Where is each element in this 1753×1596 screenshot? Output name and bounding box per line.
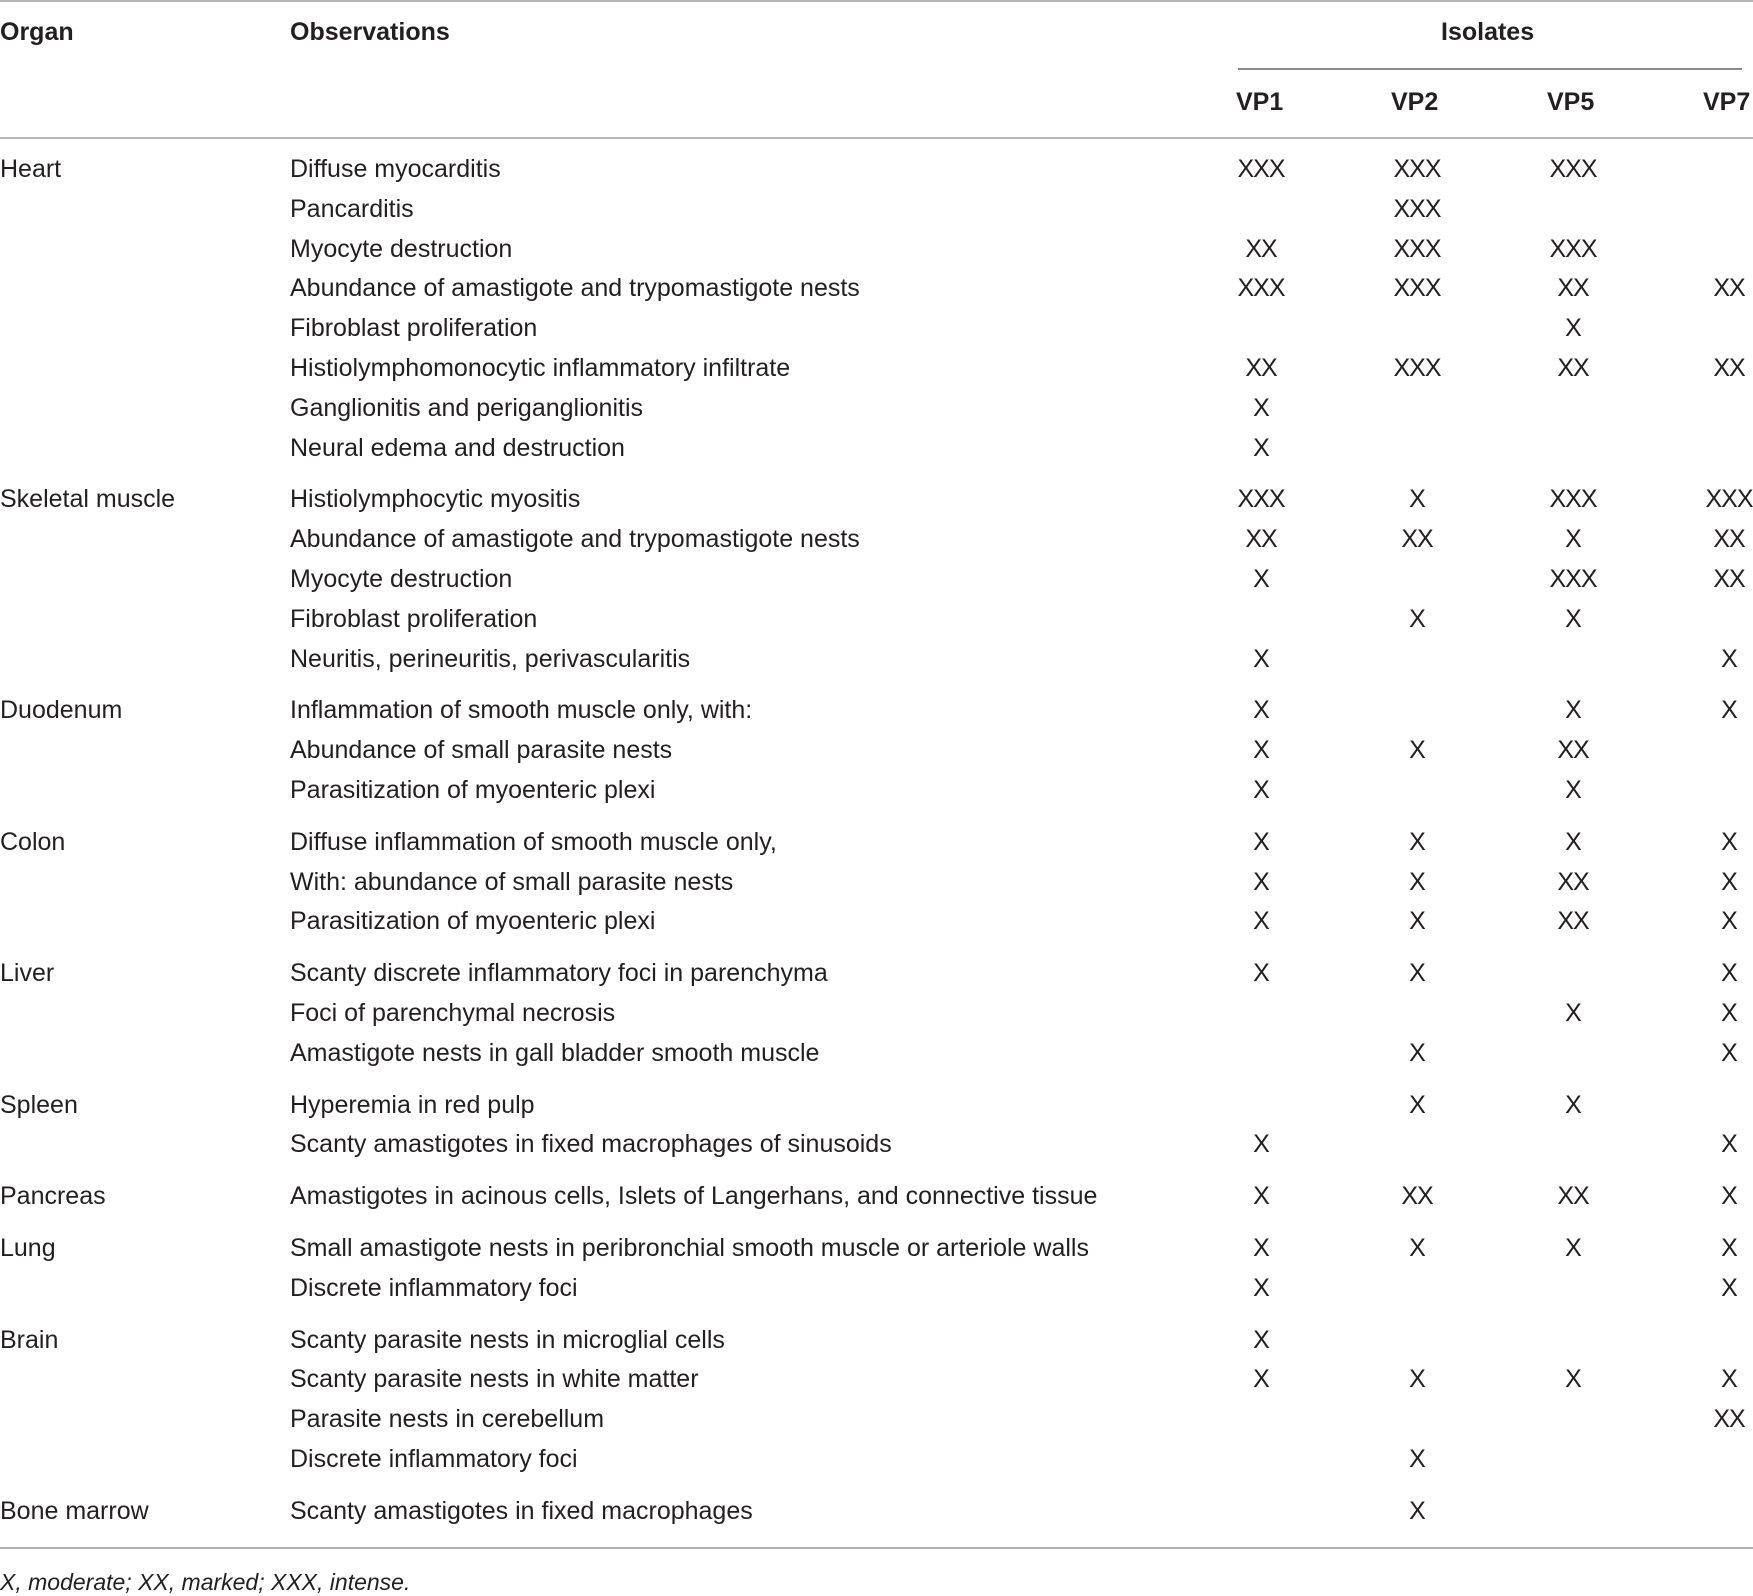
observations-column-header: Observations [290,18,450,46]
score-cell-vp5: XX [1557,274,1589,303]
score-cell-vp5: X [1565,696,1581,725]
observation-label: Neuritis, perineuritis, perivascularitis [290,644,691,673]
score-cell-vp2: X [1409,604,1425,633]
isolate-header-vp2: VP2 [1391,88,1439,116]
observation-label: Scanty amastigotes in fixed macrophages [290,1496,753,1525]
score-cell-vp1: XX [1245,234,1277,263]
score-cell-vp2: X [1409,1445,1425,1473]
observation-label: Diffuse inflammation of smooth muscle only, [290,827,777,856]
observation-label: Parasitization of myoenteric plexi [290,907,656,936]
score-cell-vp7: X [1721,959,1737,988]
observation-label: Abundance of small parasite nests [290,736,673,765]
score-cell-vp1: X [1253,1273,1269,1302]
score-cell-vp2: X [1409,1496,1425,1525]
score-cell-vp2: X [1409,1365,1425,1394]
score-cell-vp2: X [1409,1038,1425,1067]
header-bottom-rule [0,137,1753,139]
score-cell-vp5: X [1565,525,1581,554]
score-cell-vp7: X [1721,1365,1737,1394]
observation-label: Parasitization of myoenteric plexi [290,776,656,804]
score-cell-vp7: X [1721,999,1737,1027]
score-cell-vp2: X [1409,485,1425,514]
score-cell-vp5: X [1565,1234,1581,1262]
score-cell-vp7: X [1721,696,1737,725]
score-cell-vp7: X [1721,644,1737,673]
organ-label: Brain [0,1325,59,1354]
observation-label: Scanty amastigotes in fixed macrophages of sinusoids [290,1130,892,1159]
observation-label: Parasite nests in cerebellum [290,1405,605,1434]
isolates-group-rule [1238,68,1742,70]
score-cell-vp1: X [1253,736,1269,765]
organ-column-header: Organ [0,18,74,46]
score-cell-vp1: X [1253,867,1269,896]
score-cell-vp2: XXX [1393,354,1441,382]
observation-label: Inflammation of smooth muscle only, with: [290,696,753,725]
score-cell-vp7: X [1721,827,1737,856]
score-cell-vp5: XXX [1549,485,1597,514]
score-cell-vp7: XX [1713,565,1745,593]
bottom-rule [0,1547,1753,1549]
observation-label: Myocyte destruction [290,234,513,263]
score-cell-vp5: X [1565,1090,1581,1119]
observation-label: Abundance of amastigote and trypomastigote nests [290,525,860,554]
score-cell-vp7: X [1721,1038,1737,1067]
score-cell-vp5: XXX [1549,234,1597,263]
score-cell-vp5: X [1565,776,1581,804]
observation-label: Hyperemia in red pulp [290,1090,535,1119]
score-cell-vp5: X [1565,999,1581,1027]
observation-label: Scanty parasite nests in microglial cells [290,1325,725,1354]
score-cell-vp7: XX [1713,525,1745,554]
score-cell-vp2: XXX [1393,274,1441,303]
score-cell-vp7: XXX [1705,485,1753,514]
score-cell-vp5: X [1565,827,1581,856]
score-cell-vp2: XXX [1393,155,1441,183]
score-cell-vp1: X [1253,1325,1269,1354]
organ-label: Spleen [0,1090,78,1119]
score-cell-vp5: XX [1557,354,1589,382]
organ-label: Pancreas [0,1182,106,1211]
observation-label: Scanty discrete inflammatory foci in parenchyma [290,959,828,988]
score-cell-vp1: X [1253,433,1269,462]
score-cell-vp5: XX [1557,1182,1589,1211]
score-cell-vp2: XXX [1393,194,1441,223]
score-cell-vp5: X [1565,314,1581,343]
score-cell-vp2: X [1409,1234,1425,1262]
observation-label: Abundance of amastigote and trypomastigote nests [290,274,860,303]
observation-label: Pancarditis [290,194,414,223]
score-cell-vp2: X [1409,736,1425,765]
score-cell-vp1: X [1253,1365,1269,1394]
observation-label: Ganglionitis and periganglionitis [290,393,644,422]
observation-label: Discrete inflammatory foci [290,1445,578,1473]
score-cell-vp2: X [1409,867,1425,896]
score-cell-vp2: XX [1401,1182,1433,1211]
score-cell-vp1: X [1253,565,1269,593]
score-cell-vp5: X [1565,1365,1581,1394]
observation-label: Neural edema and destruction [290,433,625,462]
score-cell-vp7: X [1721,1182,1737,1211]
score-cell-vp5: X [1565,604,1581,633]
observation-label: Small amastigote nests in peribronchial smooth muscle or arteriole walls [290,1234,1089,1262]
score-cell-vp7: XX [1713,274,1745,303]
observation-label: Fibroblast proliferation [290,314,538,343]
score-cell-vp7: XX [1713,354,1745,382]
organ-label: Lung [0,1234,56,1262]
score-cell-vp1: XXX [1237,155,1285,183]
organ-label: Heart [0,155,62,183]
observation-label: Histiolymphocytic myositis [290,485,581,514]
score-cell-vp1: X [1253,644,1269,673]
organ-label: Skeletal muscle [0,485,176,514]
observation-label: Amastigote nests in gall bladder smooth muscle [290,1038,820,1067]
score-cell-vp1: X [1253,696,1269,725]
isolates-group-header: Isolates [1441,18,1535,46]
score-cell-vp1: XX [1245,525,1277,554]
score-cell-vp2: XX [1401,525,1433,554]
organ-label: Bone marrow [0,1496,149,1525]
score-cell-vp7: X [1721,867,1737,896]
score-cell-vp5: XX [1557,867,1589,896]
observation-label: Amastigotes in acinous cells, Islets of Langerhans, and connective tissue [290,1182,1098,1211]
score-cell-vp1: X [1253,959,1269,988]
top-rule [0,0,1753,2]
score-cell-vp1: XX [1245,354,1277,382]
observation-label: With: abundance of small parasite nests [290,867,734,896]
score-cell-vp5: XX [1557,907,1589,936]
organ-label: Colon [0,827,66,856]
table-footnote: X, moderate; XX, marked; XXX, intense. [0,1569,411,1595]
score-cell-vp7: XX [1713,1405,1745,1434]
observation-label: Myocyte destruction [290,565,513,593]
score-cell-vp2: X [1409,959,1425,988]
isolate-header-vp7: VP7 [1703,88,1751,116]
score-cell-vp1: X [1253,827,1269,856]
isolate-header-vp5: VP5 [1547,88,1595,116]
score-cell-vp1: X [1253,907,1269,936]
observation-label: Fibroblast proliferation [290,604,538,633]
score-cell-vp1: X [1253,393,1269,422]
score-cell-vp2: X [1409,907,1425,936]
score-cell-vp2: X [1409,827,1425,856]
observation-label: Foci of parenchymal necrosis [290,999,616,1027]
score-cell-vp7: X [1721,907,1737,936]
observation-label: Discrete inflammatory foci [290,1273,578,1302]
score-cell-vp2: X [1409,1090,1425,1119]
observation-label: Histiolymphomonocytic inflammatory infiltrate [290,354,791,382]
score-cell-vp7: X [1721,1273,1737,1302]
organ-label: Duodenum [0,696,123,725]
score-cell-vp1: X [1253,1182,1269,1211]
score-cell-vp5: XX [1557,736,1589,765]
observation-label: Scanty parasite nests in white matter [290,1365,699,1394]
score-cell-vp5: XXX [1549,155,1597,183]
score-cell-vp5: XXX [1549,565,1597,593]
score-cell-vp2: XXX [1393,234,1441,263]
observation-label: Diffuse myocarditis [290,155,501,183]
score-cell-vp1: X [1253,1130,1269,1159]
score-cell-vp1: X [1253,776,1269,804]
score-cell-vp1: XXX [1237,485,1285,514]
score-cell-vp7: X [1721,1234,1737,1262]
isolate-header-vp1: VP1 [1236,88,1284,116]
score-cell-vp1: XXX [1237,274,1285,303]
score-cell-vp7: X [1721,1130,1737,1159]
organ-label: Liver [0,959,55,988]
score-cell-vp1: X [1253,1234,1269,1262]
